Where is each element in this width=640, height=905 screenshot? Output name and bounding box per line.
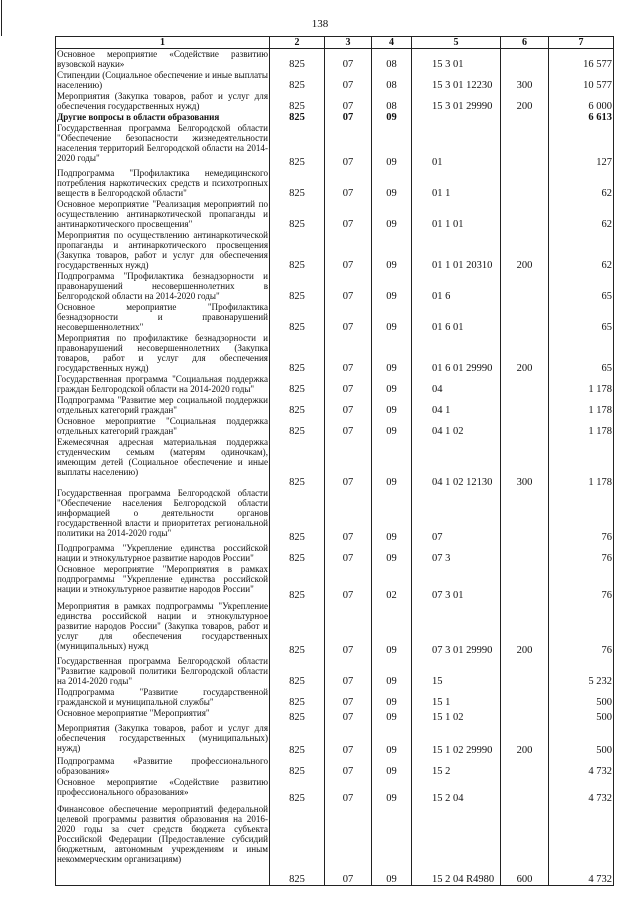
table-row <box>56 656 614 687</box>
table-row <box>56 804 614 885</box>
ministry-code-cell: 825 <box>270 271 325 302</box>
table-row <box>56 777 614 804</box>
expense-type-cell: 200 <box>501 601 549 656</box>
target-article-cell: 07 3 01 <box>412 564 501 601</box>
ministry-code-cell: 825 <box>270 708 325 723</box>
section-code-cell: 07 <box>325 723 372 756</box>
section-code-cell: 07 <box>325 374 372 395</box>
row-name-cell: Стипендии (Социальное обеспечение и иные выплаты населению) <box>57 70 268 90</box>
row-name-cell: Мероприятия по осуществлению антинаркотической пропаганды и антинаркотического просвещения (Закупка товаров, работ и услуг для обеспечения государственных нужд) <box>57 230 268 270</box>
table-row <box>56 708 614 723</box>
expense-type-cell: 600 <box>501 804 549 885</box>
row-name-cell: Основное мероприятие "Мероприятия в рамках подпрограммы "Укрепление единства российской нации и этнокультурное развитие народов России" <box>56 564 270 601</box>
expense-type-cell <box>501 543 549 564</box>
table-row <box>56 564 614 601</box>
header-cell: 1 <box>56 37 270 49</box>
ministry-code-cell: 825 <box>270 374 325 395</box>
ministry-code-cell: 825 <box>270 777 325 804</box>
row-name-cell: Ежемесячная адресная материальная поддержка студенческим семьям (матерям одиночкам), имеющим детей (Социальное обеспечение и иные выплаты населению) <box>56 437 270 488</box>
amount-cell: 1 178 <box>549 395 614 416</box>
expense-type-cell <box>501 756 549 777</box>
expense-type-cell <box>501 488 549 543</box>
ministry-code-cell: 825 <box>270 112 325 123</box>
amount-cell: 65 <box>549 271 614 302</box>
row-name-cell: Основное мероприятие «Содействие развитию профессионального образования» <box>56 777 270 804</box>
section-code-cell: 07 <box>325 49 372 71</box>
target-article-cell: 15 3 01 <box>412 49 501 71</box>
table-row <box>56 333 614 374</box>
target-article-cell: 01 6 01 29990 <box>412 333 501 374</box>
section-code-cell: 07 <box>325 333 372 374</box>
section-code-cell: 07 <box>325 199 372 230</box>
table-row <box>56 302 614 333</box>
table-row <box>56 395 614 416</box>
section-code-cell: 07 <box>325 543 372 564</box>
subsection-code-cell: 08 <box>372 91 412 112</box>
row-name-cell: Подпрограмма "Профилактика безнадзорности и правонарушений несовершеннолетних в Белгородской области на 2014-2020 годы" <box>57 271 268 301</box>
target-article-cell: 15 1 02 <box>412 708 501 723</box>
subsection-code-cell: 02 <box>372 564 412 601</box>
subsection-code-cell: 09 <box>372 543 412 564</box>
expense-type-cell: 300 <box>501 437 549 488</box>
row-name-cell: Подпрограмма «Развитие профессионального образования» <box>57 756 268 776</box>
ministry-code-cell: 825 <box>270 395 325 416</box>
target-article-cell: 07 3 <box>412 543 501 564</box>
table-row <box>56 601 614 656</box>
section-code-cell: 07 <box>325 70 372 91</box>
subsection-code-cell: 09 <box>372 374 412 395</box>
amount-cell: 1 178 <box>549 437 614 488</box>
expense-type-cell: 300 <box>501 70 549 91</box>
expense-type-cell: 200 <box>501 230 549 271</box>
target-article-cell: 01 1 01 20310 <box>412 230 501 271</box>
expense-type-cell <box>501 302 549 333</box>
ministry-code-cell: 825 <box>270 199 325 230</box>
amount-cell: 62 <box>549 168 614 199</box>
ministry-code-cell: 825 <box>270 416 325 437</box>
section-code-cell: 07 <box>325 804 372 885</box>
row-name-cell: Государственная программа Белгородской области "Обеспечение населения Белгородской области информацией о деятельности органов государственной власти и приоритетах региональной политики на 2014-2020 годы" <box>56 488 270 543</box>
ministry-code-cell: 825 <box>270 333 325 374</box>
subsection-code-cell: 09 <box>372 656 412 687</box>
section-code-cell: 07 <box>325 416 372 437</box>
amount-cell: 62 <box>549 199 614 230</box>
ministry-code-cell: 825 <box>270 437 325 488</box>
subsection-code-cell: 08 <box>372 49 412 71</box>
expense-type-cell <box>501 168 549 199</box>
table-row <box>56 199 614 230</box>
target-article-cell: 15 3 01 12230 <box>412 70 501 91</box>
amount-cell: 76 <box>549 601 614 656</box>
ministry-code-cell: 825 <box>270 230 325 271</box>
table-row <box>56 271 614 302</box>
subsection-code-cell: 09 <box>372 333 412 374</box>
subsection-code-cell: 09 <box>372 601 412 656</box>
expense-type-cell: 200 <box>501 333 549 374</box>
section-code-cell: 07 <box>325 123 372 168</box>
ministry-code-cell: 825 <box>270 543 325 564</box>
section-code-cell: 07 <box>325 230 372 271</box>
target-article-cell: 07 <box>412 488 501 543</box>
ministry-code-cell: 825 <box>270 70 325 91</box>
row-name-cell: Подпрограмма "Развитие государственной гражданской и муниципальной службы" <box>57 687 268 707</box>
header-cell: 6 <box>501 37 549 49</box>
header-cell: 5 <box>412 37 501 49</box>
expense-type-cell <box>501 656 549 687</box>
section-code-cell: 07 <box>325 656 372 687</box>
subsection-code-cell: 09 <box>372 416 412 437</box>
row-name-cell: Основное мероприятие «Содействие развитию вузовской науки» <box>57 49 268 69</box>
table-row <box>56 756 614 777</box>
ministry-code-cell: 825 <box>270 302 325 333</box>
target-article-cell: 01 6 01 <box>412 302 501 333</box>
row-name-cell: Мероприятия (Закупка товаров, работ и услуг для обеспечения государственных (муниципальных) нужд) <box>56 723 270 756</box>
amount-cell: 65 <box>549 302 614 333</box>
table-row <box>56 687 614 708</box>
target-article-cell: 15 3 01 29990 <box>412 91 501 112</box>
target-article-cell: 15 <box>412 656 501 687</box>
table-body <box>56 49 614 886</box>
subsection-code-cell: 09 <box>372 437 412 488</box>
expense-type-cell: 200 <box>501 91 549 112</box>
table-row <box>56 123 614 168</box>
budget-table <box>55 36 614 886</box>
amount-cell: 4 732 <box>549 804 614 885</box>
table-row <box>56 168 614 199</box>
header-cell: 2 <box>270 37 325 49</box>
expense-type-cell: 200 <box>501 723 549 756</box>
amount-cell: 127 <box>549 123 614 168</box>
amount-cell: 4 732 <box>549 756 614 777</box>
subsection-code-cell: 09 <box>372 777 412 804</box>
expense-type-cell <box>501 395 549 416</box>
section-code-cell: 07 <box>325 395 372 416</box>
table-row <box>56 374 614 395</box>
table-row <box>56 437 614 488</box>
target-article-cell: 04 1 <box>412 395 501 416</box>
target-article-cell: 04 1 02 12130 <box>412 437 501 488</box>
section-code-cell: 07 <box>325 777 372 804</box>
target-article-cell: 01 1 01 <box>412 199 501 230</box>
expense-type-cell <box>501 416 549 437</box>
section-code-cell: 07 <box>325 564 372 601</box>
header-cell: 4 <box>372 37 412 49</box>
ministry-code-cell: 825 <box>270 756 325 777</box>
row-name-cell: Государственная программа "Социальная поддержка граждан Белгородской области на 2014-2020 годы" <box>57 374 268 394</box>
table-row <box>56 112 614 123</box>
section-code-cell: 07 <box>325 756 372 777</box>
amount-cell: 62 <box>549 230 614 271</box>
row-name-cell: Государственная программа Белгородской области "Обеспечение безопасности жизнедеятельности населения территорий Белгородской области на 2014-2020 годы" <box>56 123 270 168</box>
subsection-code-cell: 09 <box>372 723 412 756</box>
expense-type-cell <box>501 687 549 708</box>
target-article-cell: 15 2 04 R4980 <box>412 804 501 885</box>
section-code-cell: 07 <box>325 91 372 112</box>
row-name-cell: Мероприятия в рамках подпрограммы "Укрепление единства российской нации и этнокультурное развитие народов России" (Закупка товаров, работ и услуг для обеспечения государственных (муниципальных) нужд <box>56 601 270 656</box>
row-name-cell: Мероприятия (Закупка товаров, работ и услуг для обеспечения государственных нужд) <box>57 91 268 111</box>
amount-cell: 76 <box>549 564 614 601</box>
row-name-cell: Подпрограмма "Укрепление единства российской нации и этнокультурное развитие народов России" <box>57 543 268 563</box>
target-article-cell: 01 6 <box>412 271 501 302</box>
page-number: 138 <box>311 18 329 30</box>
subsection-code-cell: 09 <box>372 168 412 199</box>
expense-type-cell <box>501 564 549 601</box>
subsection-code-cell: 09 <box>372 123 412 168</box>
row-name-cell: Другие вопросы в области образования <box>56 112 270 123</box>
target-article-cell: 15 2 04 <box>412 777 501 804</box>
row-name-cell: Подпрограмма "Развитие мер социальной поддержки отдельных категорий граждан" <box>57 395 268 415</box>
ministry-code-cell: 825 <box>270 804 325 885</box>
row-name-cell: Основное мероприятие "Социальная поддержка отдельных категорий граждан" <box>57 416 268 436</box>
target-article-cell <box>412 112 501 123</box>
table-row <box>56 723 614 756</box>
table-row <box>56 416 614 437</box>
target-article-cell: 01 <box>412 123 501 168</box>
row-name-cell: Финансовое обеспечение мероприятий федеральной целевой программы развития образования на 2016-2020 годы за счет средств бюджета субъекта Российской Федерации (Предоставление субсидий бюджетным, автономным учреждениям и иным некоммерческим организациям) <box>56 804 270 885</box>
section-code-cell: 07 <box>325 168 372 199</box>
expense-type-cell <box>501 708 549 723</box>
amount-cell: 65 <box>549 333 614 374</box>
amount-cell: 16 577 <box>549 49 614 71</box>
amount-cell: 76 <box>549 488 614 543</box>
target-article-cell: 15 2 <box>412 756 501 777</box>
ministry-code-cell: 825 <box>270 91 325 112</box>
expense-type-cell <box>501 112 549 123</box>
amount-cell: 4 732 <box>549 777 614 804</box>
subsection-code-cell: 09 <box>372 804 412 885</box>
ministry-code-cell: 825 <box>270 656 325 687</box>
amount-cell: 1 178 <box>549 374 614 395</box>
table-row <box>56 70 614 91</box>
section-code-cell: 07 <box>325 488 372 543</box>
subsection-code-cell: 09 <box>372 756 412 777</box>
table-row <box>56 488 614 543</box>
ministry-code-cell: 825 <box>270 687 325 708</box>
ministry-code-cell: 825 <box>270 49 325 71</box>
section-code-cell: 07 <box>325 708 372 723</box>
ministry-code-cell: 825 <box>270 601 325 656</box>
amount-cell: 500 <box>549 708 614 723</box>
row-name-cell: Мероприятия по профилактике безнадзорности и правонарушений несовершеннолетних (Закупка товаров, работ и услуг для обеспечения государственных нужд) <box>57 333 268 373</box>
ministry-code-cell: 825 <box>270 723 325 756</box>
section-code-cell: 07 <box>325 437 372 488</box>
amount-cell: 6 613 <box>549 112 614 123</box>
expense-type-cell <box>501 271 549 302</box>
target-article-cell: 01 1 <box>412 168 501 199</box>
subsection-code-cell: 09 <box>372 488 412 543</box>
target-article-cell: 04 1 02 <box>412 416 501 437</box>
ministry-code-cell: 825 <box>270 488 325 543</box>
amount-cell: 5 232 <box>549 656 614 687</box>
amount-cell: 1 178 <box>549 416 614 437</box>
table-row <box>56 49 614 71</box>
subsection-code-cell: 09 <box>372 708 412 723</box>
amount-cell: 500 <box>549 687 614 708</box>
section-code-cell: 07 <box>325 271 372 302</box>
expense-type-cell <box>501 777 549 804</box>
expense-type-cell <box>501 199 549 230</box>
header-cell: 7 <box>549 37 614 49</box>
amount-cell: 6 000 <box>549 91 614 112</box>
section-code-cell: 07 <box>325 302 372 333</box>
section-code-cell: 07 <box>325 112 372 123</box>
ministry-code-cell: 825 <box>270 564 325 601</box>
target-article-cell: 04 <box>412 374 501 395</box>
amount-cell: 10 577 <box>549 70 614 91</box>
row-name-cell: Основное мероприятие "Мероприятия" <box>56 708 270 723</box>
target-article-cell: 07 3 01 29990 <box>412 601 501 656</box>
expense-type-cell <box>501 374 549 395</box>
ministry-code-cell: 825 <box>270 123 325 168</box>
header-cell: 3 <box>325 37 372 49</box>
section-code-cell: 07 <box>325 601 372 656</box>
expense-type-cell <box>501 49 549 71</box>
subsection-code-cell: 09 <box>372 687 412 708</box>
subsection-code-cell: 09 <box>372 199 412 230</box>
header-row <box>56 37 614 49</box>
row-name-cell: Основное мероприятие "Профилактика безнадзорности и правонарушений несовершеннолетних" <box>57 302 268 332</box>
target-article-cell: 15 1 <box>412 687 501 708</box>
table-row <box>56 91 614 112</box>
table-row <box>56 230 614 271</box>
row-name-cell: Государственная программа Белгородской области "Развитие кадровой политики Белгородской области на 2014-2020 годы" <box>57 656 268 686</box>
ministry-code-cell: 825 <box>270 168 325 199</box>
subsection-code-cell: 09 <box>372 302 412 333</box>
row-name-cell: Основное мероприятие "Реализация мероприятий по осуществлению антинаркотической пропаганды и антинаркотического просвещения" <box>57 199 268 229</box>
subsection-code-cell: 09 <box>372 395 412 416</box>
subsection-code-cell: 08 <box>372 70 412 91</box>
subsection-code-cell: 09 <box>372 112 412 123</box>
row-name-cell: Подпрограмма "Профилактика немедицинского потребления наркотических средств и психотропных веществ в Белгородской области" <box>57 168 268 198</box>
table-row <box>56 543 614 564</box>
left-margin-rule <box>1 0 2 36</box>
expense-type-cell <box>501 123 549 168</box>
subsection-code-cell: 09 <box>372 230 412 271</box>
amount-cell: 500 <box>549 723 614 756</box>
amount-cell: 76 <box>549 543 614 564</box>
section-code-cell: 07 <box>325 687 372 708</box>
subsection-code-cell: 09 <box>372 271 412 302</box>
target-article-cell: 15 1 02 29990 <box>412 723 501 756</box>
